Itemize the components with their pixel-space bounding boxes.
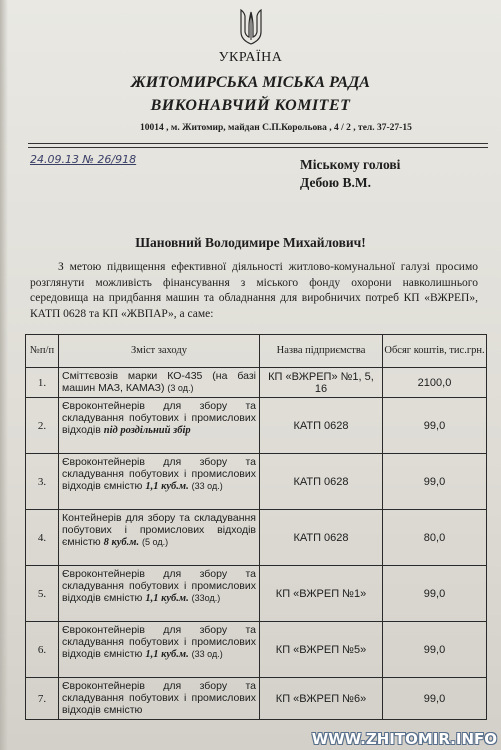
table-header-row [26,335,487,368]
addressee-title: Міському голові [300,157,401,172]
row-number: 7. [26,678,59,720]
row-note: 1,1 куб.м. [145,649,189,660]
row-amount: 99,0 [383,622,487,678]
row-organization: КП «ВЖРЕП №5» [260,622,383,678]
trident-emblem-icon [238,6,264,46]
row-number: 6. [26,622,59,678]
header-num: №п/п [26,335,59,368]
row-amount: 2100,0 [383,368,487,398]
header-content: Зміст заходу [59,335,260,368]
table-row [26,454,487,510]
row-organization: КП «ВЖРЕП №6» [260,678,383,720]
row-organization: КП «ВЖРЕП» №1, 5, 16 [260,368,383,398]
site-watermark: WWW.ZHITOMIR.INFO [311,730,497,748]
header-org: Назва підприємства [260,335,383,368]
row-organization: КАТП 0628 [260,510,383,566]
row-amount: 99,0 [383,678,487,720]
letterhead-rule-bottom [28,147,488,148]
row-description-text: Євроконтейнерів для збору та складування побутових і промислових відходів ємністю [62,568,256,604]
header-amount: Обсяг коштів, тис.грн. [383,335,487,368]
row-description-text: Сміттєвозів марки КО-435 (на базі машин МАЗ, КАМАЗ) [62,370,256,394]
letterhead-rule-top [28,143,488,144]
row-description-text: Контейнерів для збору та складування побутових і промислових відходів ємністю [62,512,256,548]
table-row [26,678,487,720]
row-description [59,622,260,678]
row-note: 1,1 куб.м. [145,481,189,492]
row-organization: КП «ВЖРЕП №1» [260,566,383,622]
row-amount: 80,0 [383,510,487,566]
letterhead-council: ЖИТОМИРСЬКА МІСЬКА РАДА [131,74,370,91]
letterhead-committee: ВИКОНАВЧИЙ КОМІТЕТ [150,97,351,114]
measures-table [25,334,487,720]
row-quantity: (5 од.) [142,537,169,547]
salutation: Шановний Володимире Михайлович! [135,235,366,250]
row-note: 1,1 куб.м. [145,593,189,604]
row-quantity: (33од.) [191,593,221,603]
row-description-text: Євроконтейнерів для збору та складування побутових і промислових відходів ємністю [62,624,256,660]
row-amount: 99,0 [383,566,487,622]
row-description [59,678,260,720]
row-quantity: (33 од.) [191,649,223,659]
row-organization: КАТП 0628 [260,454,383,510]
row-description-text: Євроконтейнерів для збору та складування побутових і промислових відходів ємністю [62,456,256,492]
row-amount: 99,0 [383,398,487,454]
table-row [26,510,487,566]
table-row [26,398,487,454]
row-number: 1. [26,368,59,398]
letterhead-address: 10014 , м. Житомир, майдан С.П.Корольова , 4 / 2 , тел. 37-27-15 [140,123,412,133]
row-quantity: (3 од.) [167,383,194,393]
table-row [26,566,487,622]
table-row [26,368,487,398]
table-row [26,622,487,678]
row-quantity: (33 од.) [191,481,223,491]
letter-body: З метою підвищення ефективної діяльності житлово-комунальної галузі просимо розглянути можливість фінансування з міського фонду охорони навколишнього середовища на придбання машин та обладнання для виробничих потреб КП «ВЖРЕП», КАТП 0628 та КП «ЖВПАР», а саме: [30,261,478,320]
row-number: 4. [26,510,59,566]
row-amount: 99,0 [383,454,487,510]
addressee-name: Дебою В.М. [300,175,371,190]
row-organization: КАТП 0628 [260,398,383,454]
row-note: під роздільний збір [103,425,191,436]
row-description [59,398,260,454]
row-number: 2. [26,398,59,454]
row-description-text: Євроконтейнерів для збору та складування побутових і промислових відходів ємністю [62,680,256,716]
row-note: 8 куб.м. [103,537,140,548]
row-description [59,454,260,510]
row-number: 5. [26,566,59,622]
row-description-text: Євроконтейнерів для збору та складування побутових і промислових відходів [62,400,256,436]
row-description [59,566,260,622]
row-number: 3. [26,454,59,510]
letterhead-country: УКРАЇНА [218,50,283,65]
row-description [59,368,260,398]
outgoing-number: 24.09.13 № 26/918 [30,153,137,166]
row-description [59,510,260,566]
